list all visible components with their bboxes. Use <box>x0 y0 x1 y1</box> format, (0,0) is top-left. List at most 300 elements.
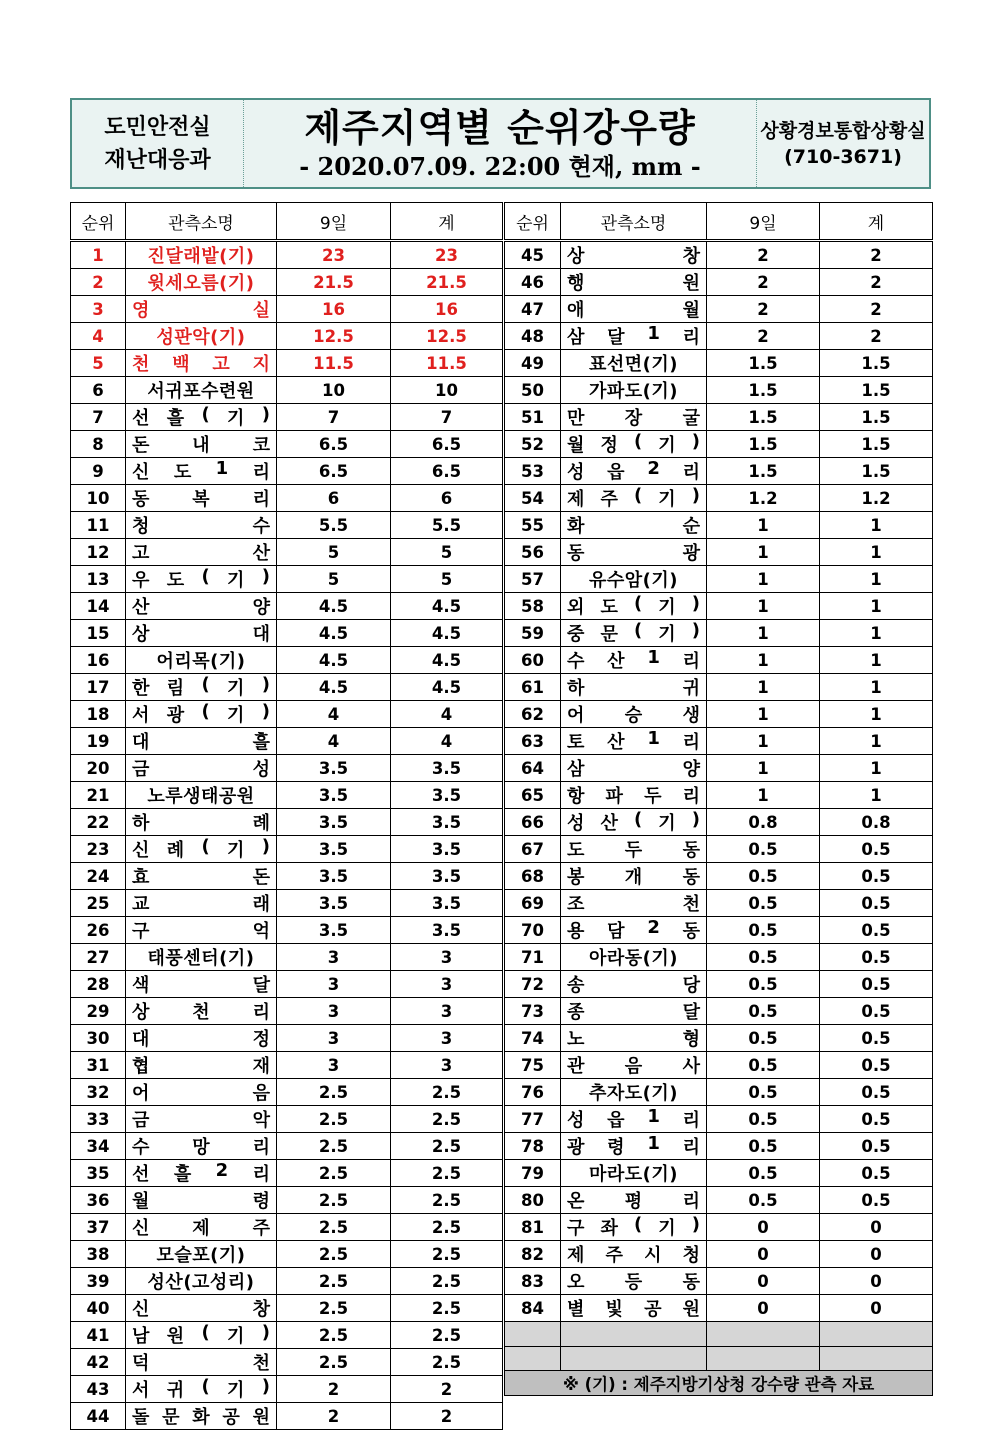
total-rainfall-cell: 3.5 <box>391 836 503 863</box>
day-rainfall-cell: 3 <box>277 1052 391 1079</box>
table-row <box>71 863 503 890</box>
table-row <box>505 1214 933 1241</box>
station-name: 행 원 <box>567 273 700 294</box>
total-rainfall-cell: 6 <box>391 485 503 512</box>
total-rainfall-cell: 3 <box>391 1025 503 1052</box>
table-row <box>71 701 503 728</box>
table-row <box>505 647 933 674</box>
station-cell <box>561 944 707 971</box>
station-name: 월 정 ( 기 ) <box>567 431 700 456</box>
station-cell <box>126 1268 277 1295</box>
station-name: 제 주 ( 기 ) <box>567 485 700 510</box>
station-cell <box>126 809 277 836</box>
rank-cell: 1 <box>71 241 126 269</box>
station-cell <box>561 1106 707 1133</box>
table-row <box>71 404 503 431</box>
rank-cell: 74 <box>505 1025 561 1052</box>
total-rainfall-cell: 0 <box>820 1268 933 1295</box>
rank-cell: 83 <box>505 1268 561 1295</box>
station-name: 돈 내 코 <box>132 435 270 456</box>
table-row <box>71 755 503 782</box>
table-row <box>505 998 933 1025</box>
total-rainfall-cell: 0.5 <box>820 1106 933 1133</box>
day-rainfall-cell: 12.5 <box>277 323 391 350</box>
rank-cell: 62 <box>505 701 561 728</box>
empty-cell <box>505 1346 561 1371</box>
department-line-2: 재난대응과 <box>104 147 211 173</box>
station-name: 모슬포(기) <box>156 1245 246 1266</box>
table-row <box>505 377 933 404</box>
day-rainfall-cell: 5 <box>277 566 391 593</box>
station-name: 어 음 <box>132 1083 270 1104</box>
day-rainfall-cell: 0.5 <box>707 1079 820 1106</box>
table-row <box>505 890 933 917</box>
station-cell <box>126 431 277 458</box>
office-phone: (710-3671) <box>784 145 902 168</box>
day-rainfall-cell: 3.5 <box>277 782 391 809</box>
station-cell <box>126 458 277 485</box>
station-name: 색 달 <box>132 975 270 996</box>
day-rainfall-cell: 1.2 <box>707 485 820 512</box>
total-rainfall-cell: 2.5 <box>391 1187 503 1214</box>
table-row <box>505 944 933 971</box>
station-name: 봉 개 동 <box>567 867 700 888</box>
station-name: 서 광 ( 기 ) <box>132 701 270 726</box>
table-row <box>71 782 503 809</box>
rank-cell: 44 <box>71 1403 126 1430</box>
day-rainfall-cell: 1.5 <box>707 404 820 431</box>
table-row <box>71 350 503 377</box>
station-cell <box>561 620 707 647</box>
day-rainfall-cell: 0.5 <box>707 944 820 971</box>
day-rainfall-cell: 4 <box>277 728 391 755</box>
table-row <box>505 539 933 566</box>
table-row <box>505 1052 933 1079</box>
empty-cell <box>820 1322 933 1347</box>
table-row <box>505 296 933 323</box>
table-row <box>71 241 503 269</box>
empty-cell <box>707 1346 820 1371</box>
day-rainfall-cell: 0 <box>707 1295 820 1322</box>
col-total-header: 계 <box>391 203 503 241</box>
station-name: 덕 천 <box>132 1353 270 1374</box>
total-rainfall-cell: 1.5 <box>820 377 933 404</box>
total-rainfall-cell: 2 <box>820 296 933 323</box>
station-name: 선 흘 2 리 <box>132 1160 270 1185</box>
day-rainfall-cell: 4 <box>277 701 391 728</box>
day-rainfall-cell: 3 <box>277 944 391 971</box>
rank-cell: 37 <box>71 1214 126 1241</box>
total-rainfall-cell: 2.5 <box>391 1241 503 1268</box>
station-name: 윗세오름(기) <box>147 273 255 294</box>
rank-cell: 81 <box>505 1214 561 1241</box>
table-row <box>505 1160 933 1187</box>
day-rainfall-cell: 3.5 <box>277 809 391 836</box>
table-row <box>505 782 933 809</box>
rank-cell: 45 <box>505 241 561 269</box>
station-name: 우 도 ( 기 ) <box>132 566 270 591</box>
station-cell <box>561 1268 707 1295</box>
station-name: 대 정 <box>132 1029 270 1050</box>
total-rainfall-cell: 0.5 <box>820 1187 933 1214</box>
day-rainfall-cell: 1 <box>707 593 820 620</box>
day-rainfall-cell: 1 <box>707 782 820 809</box>
total-rainfall-cell: 3.5 <box>391 863 503 890</box>
total-rainfall-cell: 2 <box>820 241 933 269</box>
footnote-row <box>505 1371 933 1396</box>
table-row <box>71 1241 503 1268</box>
day-rainfall-cell: 0.5 <box>707 1133 820 1160</box>
total-rainfall-cell: 1 <box>820 566 933 593</box>
station-cell <box>561 566 707 593</box>
station-cell <box>561 674 707 701</box>
station-cell <box>126 269 277 296</box>
rank-cell: 67 <box>505 836 561 863</box>
office-box <box>757 100 929 187</box>
table-row <box>505 971 933 998</box>
total-rainfall-cell: 3.5 <box>391 755 503 782</box>
day-rainfall-cell: 2.5 <box>277 1160 391 1187</box>
rank-cell: 57 <box>505 566 561 593</box>
rank-cell: 77 <box>505 1106 561 1133</box>
table-row <box>71 809 503 836</box>
table-row <box>505 1187 933 1214</box>
table-row <box>505 593 933 620</box>
rank-cell: 38 <box>71 1241 126 1268</box>
station-name: 영 실 <box>132 300 270 321</box>
day-rainfall-cell: 2 <box>707 296 820 323</box>
table-row <box>505 323 933 350</box>
total-rainfall-cell: 2.5 <box>391 1133 503 1160</box>
day-rainfall-cell: 1 <box>707 701 820 728</box>
total-rainfall-cell: 0.5 <box>820 1052 933 1079</box>
rank-cell: 55 <box>505 512 561 539</box>
table-row <box>505 836 933 863</box>
table-row <box>71 1268 503 1295</box>
day-rainfall-cell: 0.5 <box>707 890 820 917</box>
station-name: 청 수 <box>132 516 270 537</box>
station-name: 삼 양 <box>567 759 700 780</box>
total-rainfall-cell: 0.5 <box>820 1025 933 1052</box>
station-cell <box>561 890 707 917</box>
table-row <box>505 269 933 296</box>
station-name: 신 례 ( 기 ) <box>132 836 270 861</box>
day-rainfall-cell: 0.5 <box>707 1106 820 1133</box>
rainfall-table-right <box>504 202 933 1396</box>
day-rainfall-cell: 1.5 <box>707 350 820 377</box>
station-name: 금 성 <box>132 759 270 780</box>
total-rainfall-cell: 1 <box>820 620 933 647</box>
day-rainfall-cell: 5.5 <box>277 512 391 539</box>
table-row <box>71 917 503 944</box>
station-cell <box>561 863 707 890</box>
table-row <box>71 431 503 458</box>
day-rainfall-cell: 11.5 <box>277 350 391 377</box>
total-rainfall-cell: 0 <box>820 1241 933 1268</box>
day-rainfall-cell: 1.5 <box>707 377 820 404</box>
station-name: 하 귀 <box>567 678 700 699</box>
station-cell <box>126 755 277 782</box>
station-cell <box>561 782 707 809</box>
station-name: 노 형 <box>567 1029 700 1050</box>
table-row <box>505 620 933 647</box>
footnote: ※ (기) : 제주지방기상청 강수량 관측 자료 <box>505 1371 933 1396</box>
station-cell <box>126 350 277 377</box>
day-rainfall-cell: 4.5 <box>277 674 391 701</box>
col-station-header: 관측소명 <box>126 203 277 241</box>
station-name: 남 원 ( 기 ) <box>132 1322 270 1347</box>
table-row <box>71 836 503 863</box>
total-rainfall-cell: 4.5 <box>391 647 503 674</box>
station-cell <box>126 917 277 944</box>
total-rainfall-cell: 5 <box>391 539 503 566</box>
table-row <box>71 944 503 971</box>
station-name: 천 백 고 지 <box>132 354 270 375</box>
day-rainfall-cell: 0 <box>707 1214 820 1241</box>
day-rainfall-cell: 3.5 <box>277 863 391 890</box>
day-rainfall-cell: 3 <box>277 1025 391 1052</box>
day-rainfall-cell: 1 <box>707 512 820 539</box>
rank-cell: 82 <box>505 1241 561 1268</box>
rank-cell: 32 <box>71 1079 126 1106</box>
rank-cell: 21 <box>71 782 126 809</box>
day-rainfall-cell: 2.5 <box>277 1187 391 1214</box>
station-cell <box>126 647 277 674</box>
day-rainfall-cell: 0 <box>707 1241 820 1268</box>
total-rainfall-cell: 0.5 <box>820 1160 933 1187</box>
station-cell <box>126 593 277 620</box>
total-rainfall-cell: 2.5 <box>391 1322 503 1349</box>
rank-cell: 79 <box>505 1160 561 1187</box>
rank-cell: 2 <box>71 269 126 296</box>
day-rainfall-cell: 3.5 <box>277 890 391 917</box>
total-rainfall-cell: 0.5 <box>820 998 933 1025</box>
station-cell <box>126 1052 277 1079</box>
total-rainfall-cell: 4 <box>391 701 503 728</box>
table-row <box>71 539 503 566</box>
page-title: 제주지역별 순위강우량 <box>304 105 696 150</box>
station-name: 추자도(기) <box>588 1083 678 1104</box>
station-name: 효 돈 <box>132 867 270 888</box>
station-name: 산 양 <box>132 597 270 618</box>
station-cell <box>126 404 277 431</box>
table-row <box>505 404 933 431</box>
table-row <box>71 1025 503 1052</box>
col-total-header: 계 <box>820 203 933 241</box>
rank-cell: 76 <box>505 1079 561 1106</box>
total-rainfall-cell: 0.5 <box>820 944 933 971</box>
station-cell <box>126 1106 277 1133</box>
table-row <box>505 458 933 485</box>
total-rainfall-cell: 1 <box>820 674 933 701</box>
rank-cell: 84 <box>505 1295 561 1322</box>
rank-cell: 58 <box>505 593 561 620</box>
day-rainfall-cell: 2 <box>707 241 820 269</box>
station-name: 신 도 1 리 <box>132 458 270 483</box>
table-row <box>71 620 503 647</box>
table-row <box>505 809 933 836</box>
rank-cell: 56 <box>505 539 561 566</box>
day-rainfall-cell: 0 <box>707 1268 820 1295</box>
table-row <box>71 1187 503 1214</box>
rank-cell: 14 <box>71 593 126 620</box>
station-cell <box>561 296 707 323</box>
station-name: 하 례 <box>132 813 270 834</box>
table-row <box>71 593 503 620</box>
total-rainfall-cell: 2.5 <box>391 1268 503 1295</box>
rank-cell: 20 <box>71 755 126 782</box>
rank-cell: 64 <box>505 755 561 782</box>
station-cell <box>126 512 277 539</box>
total-rainfall-cell: 5 <box>391 566 503 593</box>
total-rainfall-cell: 1 <box>820 647 933 674</box>
rank-cell: 46 <box>505 269 561 296</box>
col-day-header: 9일 <box>707 203 820 241</box>
station-cell <box>561 1052 707 1079</box>
table-row <box>505 485 933 512</box>
total-rainfall-cell: 1.5 <box>820 404 933 431</box>
station-name: 송 당 <box>567 975 700 996</box>
empty-row <box>505 1322 933 1347</box>
station-cell <box>126 944 277 971</box>
day-rainfall-cell: 2.5 <box>277 1106 391 1133</box>
rank-cell: 27 <box>71 944 126 971</box>
station-name: 유수암(기) <box>588 570 678 591</box>
day-rainfall-cell: 0.5 <box>707 917 820 944</box>
total-rainfall-cell: 2.5 <box>391 1295 503 1322</box>
total-rainfall-cell: 3 <box>391 998 503 1025</box>
rank-cell: 61 <box>505 674 561 701</box>
day-rainfall-cell: 3.5 <box>277 755 391 782</box>
station-name: 종 달 <box>567 1002 700 1023</box>
rank-cell: 70 <box>505 917 561 944</box>
day-rainfall-cell: 2.5 <box>277 1268 391 1295</box>
total-rainfall-cell: 0.5 <box>820 836 933 863</box>
day-rainfall-cell: 4.5 <box>277 620 391 647</box>
station-cell <box>126 1160 277 1187</box>
total-rainfall-cell: 1 <box>820 701 933 728</box>
station-cell <box>126 863 277 890</box>
title-box <box>244 100 757 187</box>
department-box <box>72 100 244 187</box>
station-name: 항 파 두 리 <box>567 786 700 807</box>
total-rainfall-cell: 2.5 <box>391 1079 503 1106</box>
total-rainfall-cell: 3 <box>391 1052 503 1079</box>
table-row <box>71 1322 503 1349</box>
day-rainfall-cell: 6.5 <box>277 458 391 485</box>
table-row <box>71 512 503 539</box>
station-cell <box>561 971 707 998</box>
table-row <box>71 269 503 296</box>
station-name: 성 읍 1 리 <box>567 1106 700 1131</box>
table-row <box>71 323 503 350</box>
total-rainfall-cell: 2 <box>391 1376 503 1403</box>
table-row <box>71 1349 503 1376</box>
total-rainfall-cell: 3 <box>391 971 503 998</box>
station-name: 한 림 ( 기 ) <box>132 674 270 699</box>
day-rainfall-cell: 2.5 <box>277 1133 391 1160</box>
station-name: 구 좌 ( 기 ) <box>567 1214 700 1239</box>
day-rainfall-cell: 6.5 <box>277 431 391 458</box>
table-row <box>505 241 933 269</box>
rank-cell: 43 <box>71 1376 126 1403</box>
table-row <box>505 350 933 377</box>
station-name: 토 산 1 리 <box>567 728 700 753</box>
day-rainfall-cell: 2.5 <box>277 1214 391 1241</box>
station-name: 성 읍 2 리 <box>567 458 700 483</box>
station-name: 제 주 시 청 <box>567 1245 700 1266</box>
total-rainfall-cell: 4 <box>391 728 503 755</box>
rank-cell: 50 <box>505 377 561 404</box>
station-name: 애 월 <box>567 300 700 321</box>
rank-cell: 5 <box>71 350 126 377</box>
station-name: 관 음 사 <box>567 1056 700 1077</box>
day-rainfall-cell: 23 <box>277 241 391 269</box>
day-rainfall-cell: 1 <box>707 755 820 782</box>
station-name: 상 천 리 <box>132 1002 270 1023</box>
total-rainfall-cell: 3.5 <box>391 809 503 836</box>
station-cell <box>126 323 277 350</box>
rank-cell: 69 <box>505 890 561 917</box>
day-rainfall-cell: 3 <box>277 971 391 998</box>
table-row <box>505 431 933 458</box>
station-cell <box>126 296 277 323</box>
table-row <box>505 1268 933 1295</box>
station-name: 가파도(기) <box>588 381 678 402</box>
station-cell <box>126 728 277 755</box>
day-rainfall-cell: 2 <box>707 323 820 350</box>
rank-cell: 19 <box>71 728 126 755</box>
total-rainfall-cell: 1.5 <box>820 350 933 377</box>
day-rainfall-cell: 1.5 <box>707 431 820 458</box>
total-rainfall-cell: 1 <box>820 512 933 539</box>
station-name: 상 창 <box>567 246 700 267</box>
rank-cell: 48 <box>505 323 561 350</box>
rank-cell: 49 <box>505 350 561 377</box>
rank-cell: 40 <box>71 1295 126 1322</box>
total-rainfall-cell: 3.5 <box>391 917 503 944</box>
station-cell <box>126 485 277 512</box>
rank-cell: 71 <box>505 944 561 971</box>
total-rainfall-cell: 4.5 <box>391 620 503 647</box>
station-cell <box>126 620 277 647</box>
table-row <box>71 377 503 404</box>
station-cell <box>561 1241 707 1268</box>
rank-cell: 28 <box>71 971 126 998</box>
station-name: 돌 문 화 공 원 <box>132 1407 270 1428</box>
rank-cell: 12 <box>71 539 126 566</box>
rank-cell: 31 <box>71 1052 126 1079</box>
table-row <box>505 1133 933 1160</box>
station-name: 중 문 ( 기 ) <box>567 620 700 645</box>
station-cell <box>561 458 707 485</box>
empty-cell <box>505 1322 561 1347</box>
total-rainfall-cell: 2 <box>820 323 933 350</box>
total-rainfall-cell: 1.2 <box>820 485 933 512</box>
rank-cell: 51 <box>505 404 561 431</box>
total-rainfall-cell: 10 <box>391 377 503 404</box>
day-rainfall-cell: 1 <box>707 647 820 674</box>
total-rainfall-cell: 2.5 <box>391 1106 503 1133</box>
total-rainfall-cell: 4.5 <box>391 674 503 701</box>
rank-cell: 18 <box>71 701 126 728</box>
rank-cell: 26 <box>71 917 126 944</box>
table-row <box>71 728 503 755</box>
station-cell <box>126 836 277 863</box>
station-cell <box>561 836 707 863</box>
total-rainfall-cell: 6.5 <box>391 431 503 458</box>
station-cell <box>126 971 277 998</box>
